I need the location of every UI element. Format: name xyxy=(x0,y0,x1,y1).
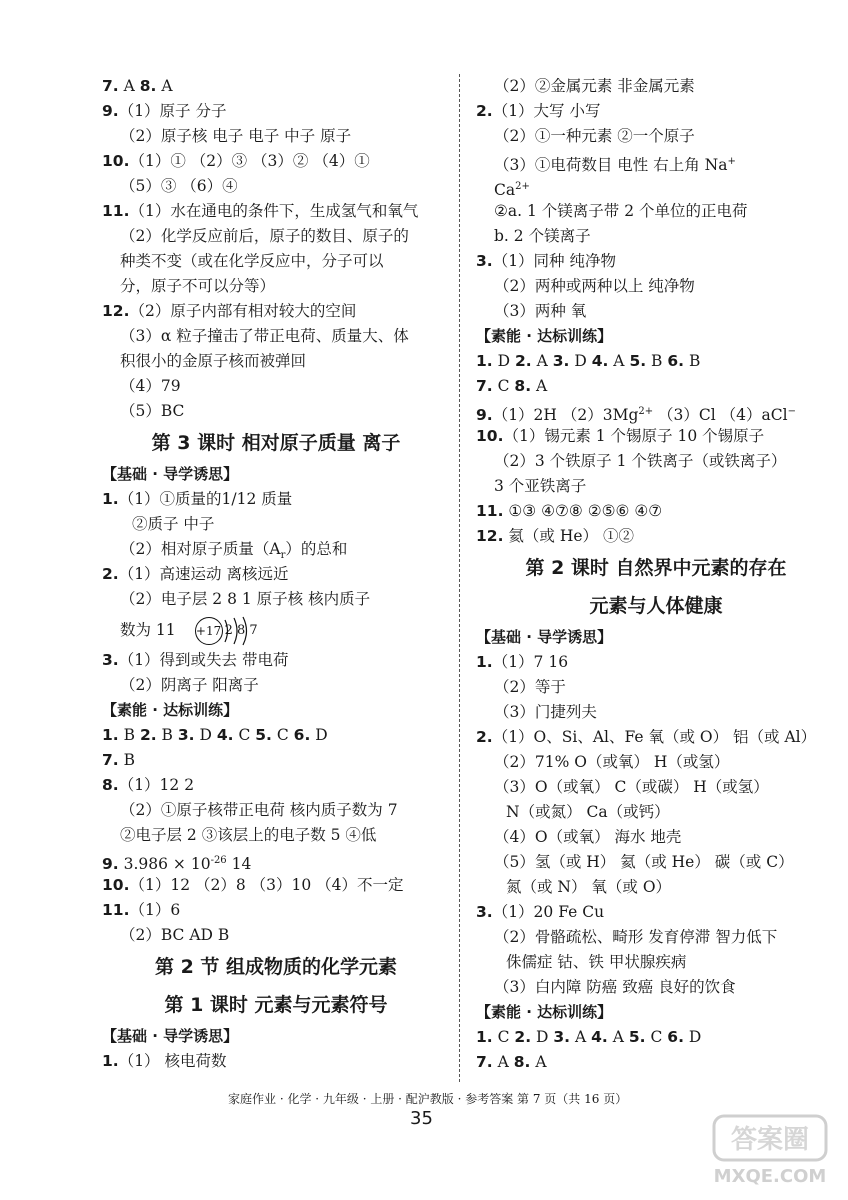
answer-line: 3 个亚铁离子 xyxy=(494,477,587,495)
page-footer: 家庭作业 · 化学 · 九年级 · 上册 · 配沪教版 · 参考答案 第 7 页（共 16 页） xyxy=(228,1092,628,1106)
answer-line: 7. C 8. A xyxy=(476,377,548,395)
answer-line: 10.（1）锡元素 1 个锡原子 10 个锡原子 xyxy=(476,427,765,445)
answer-line: （3）α 粒子撞击了带正电荷、质量大、体 xyxy=(120,327,409,345)
answer-line: 10.（1）12 （2）8 （3）10 （4）不一定 xyxy=(102,876,404,894)
answer-line: 10.（1）① （2）③ （3）② （4）① xyxy=(102,152,370,170)
watermark-icon xyxy=(712,1112,830,1188)
answer-line: 1. D 2. A 3. D 4. A 5. B 6. B xyxy=(476,352,701,370)
page-number: 35 xyxy=(410,1108,433,1129)
answer-line: 7. A 8. A xyxy=(476,1053,547,1071)
answer-line: （2）化学反应前后，原子的数目、原子的 xyxy=(120,227,409,245)
answer-line: ②质子 中子 xyxy=(132,515,215,533)
answer-line: 1. B 2. B 3. D 4. C 5. C 6. D xyxy=(102,726,328,744)
answer-line: 2.（1）O、Si、Al、Fe 氧（或 O） 铝（或 Al） xyxy=(476,728,817,746)
answer-line: ②电子层 2 ③该层上的电子数 5 ④低 xyxy=(120,826,377,844)
answer-line: 7. B xyxy=(102,751,136,769)
answer-line: （2）电子层 2 8 1 原子核 核内质子 xyxy=(120,590,371,608)
answer-line: 3.（1）20 Fe Cu xyxy=(476,903,605,921)
section-heading: 第 2 节 组成物质的化学元素 xyxy=(154,956,398,978)
lesson-subheading: 元素与人体健康 xyxy=(589,595,723,617)
answer-line: 9.（1）原子 分子 xyxy=(102,102,227,120)
section-label: 【基础 · 导学诱思】 xyxy=(476,628,613,646)
answer-line: （2）等于 xyxy=(494,678,566,696)
answer-line: 1.（1）7 16 xyxy=(476,653,569,671)
answer-line: （2）BC AD B xyxy=(120,926,230,944)
left-column xyxy=(102,74,450,1074)
answer-line: （2）骨骼疏松、畸形 发育停滞 智力低下 xyxy=(494,928,778,946)
electron-shell-counts: 2 8 7 xyxy=(224,623,258,638)
answer-line: （5）BC xyxy=(120,402,185,420)
answer-line: 1.（1） 核电荷数 xyxy=(102,1052,227,1070)
answer-line: $Ca^{2+}$ xyxy=(494,181,530,200)
answer-line: 3.（1）同种 纯净物 xyxy=(476,252,616,270)
answer-line: （4）79 xyxy=(120,377,181,395)
watermark-logo xyxy=(712,1112,830,1188)
atom-nucleus: +17 xyxy=(195,617,223,645)
answer-line: （2）原子核 电子 电子 中子 原子 xyxy=(120,127,352,145)
answer-line: （5）③ （6）④ xyxy=(120,177,238,195)
answer-line: （3）白内障 防癌 致癌 良好的饮食 xyxy=(494,978,736,996)
answer-line: 2.（1）大写 小写 xyxy=(476,102,601,120)
column-divider xyxy=(459,74,460,1082)
answer-line: 8.（1）12 2 xyxy=(102,776,195,794)
lesson-heading: 第 3 课时 相对原子质量 离子 xyxy=(151,432,401,454)
answer-line: 1.（1）①质量的1/12 质量 xyxy=(102,490,293,508)
answer-line: （2）相对原子质量$(A_r)$的总和 xyxy=(120,540,348,562)
answer-line: 11.（1）6 xyxy=(102,901,181,919)
answer-line: 9. $3.986 \times 10^{-26}$ 14 xyxy=(102,855,252,874)
answer-line: （2）①一种元素 ②一个原子 xyxy=(494,127,695,145)
answer-line: 9.（1）2H $(2)3Mg^{2+}$ （3）Cl （4）aCl− xyxy=(476,406,796,425)
answer-line: 分，原子不可以分等） xyxy=(120,277,276,295)
atom-structure-diagram xyxy=(195,614,258,648)
section-label: 【素能 · 达标训练】 xyxy=(476,1003,613,1021)
watermark-text: 答案圈 xyxy=(730,1125,810,1155)
answer-line: （2）②金属元素 非金属元素 xyxy=(494,77,695,95)
answer-line: ②a. 1 个镁离子带 2 个单位的正电荷 xyxy=(494,202,748,220)
answer-line: （3）门捷列夫 xyxy=(494,703,597,721)
answer-line: （3）①电荷数目 电性 右上角 Na+ xyxy=(494,156,736,175)
section-label: 【素能 · 达标训练】 xyxy=(102,701,239,719)
answer-line: 2.（1）高速运动 离核远近 xyxy=(102,565,289,583)
answer-line: N（或氮） Ca（或钙） xyxy=(506,803,670,821)
watermark-url: MXQE.COM xyxy=(713,1166,827,1187)
answer-line: 12. 氦（或 He） ①② xyxy=(476,527,634,545)
answer-line: （2）阴离子 阳离子 xyxy=(120,676,259,694)
answer-line: b. 2 个镁离子 xyxy=(494,227,591,245)
lesson-heading: 第 2 课时 自然界中元素的存在 xyxy=(525,557,787,579)
answer-line: （2）①原子核带正电荷 核内质子数为 7 xyxy=(120,801,398,819)
right-column xyxy=(476,74,836,1075)
answer-line: （5）氢（或 H） 氦（或 He） 碳（或 C） xyxy=(494,853,794,871)
section-label: 【基础 · 导学诱思】 xyxy=(102,465,239,483)
answer-line: 7. A 8. A xyxy=(102,77,173,95)
answer-line: （2）3 个铁原子 1 个铁离子（或铁离子） xyxy=(494,452,787,470)
section-label: 【素能 · 达标训练】 xyxy=(476,327,613,345)
answer-line: 种类不变（或在化学反应中，分子可以 xyxy=(120,252,384,270)
answer-line: 11.（1）水在通电的条件下，生成氢气和氧气 xyxy=(102,202,419,220)
answer-line: （3）两种 氧 xyxy=(494,302,587,320)
answer-line: （2）两种或两种以上 纯净物 xyxy=(494,277,695,295)
answer-line: （2）71% O（或氧） H（或氢） xyxy=(494,753,730,771)
answer-line: 数为 11 +17 2 8 7 xyxy=(102,612,450,648)
answer-line: 侏儒症 钴、铁 甲状腺疾病 xyxy=(506,953,687,971)
answer-line: （3）O（或氧） C（或碳） H（或氢） xyxy=(494,778,769,796)
answer-line: （4）O（或氧） 海水 地壳 xyxy=(494,828,682,846)
answer-line: 1. C 2. D 3. A 4. A 5. C 6. D xyxy=(476,1028,702,1046)
answer-line: 3.（1）得到或失去 带电荷 xyxy=(102,651,289,669)
answer-line: 氮（或 N） 氧（或 O） xyxy=(506,878,672,896)
lesson-heading: 第 1 课时 元素与元素符号 xyxy=(164,994,388,1016)
answer-line: 11. ①③ ④⑦⑧ ②⑤⑥ ④⑦ xyxy=(476,502,663,520)
answer-line: 积很小的金原子核而被弹回 xyxy=(120,352,307,370)
answer-line: 12.（2）原子内部有相对较大的空间 xyxy=(102,302,357,320)
section-label: 【基础 · 导学诱思】 xyxy=(102,1027,239,1045)
